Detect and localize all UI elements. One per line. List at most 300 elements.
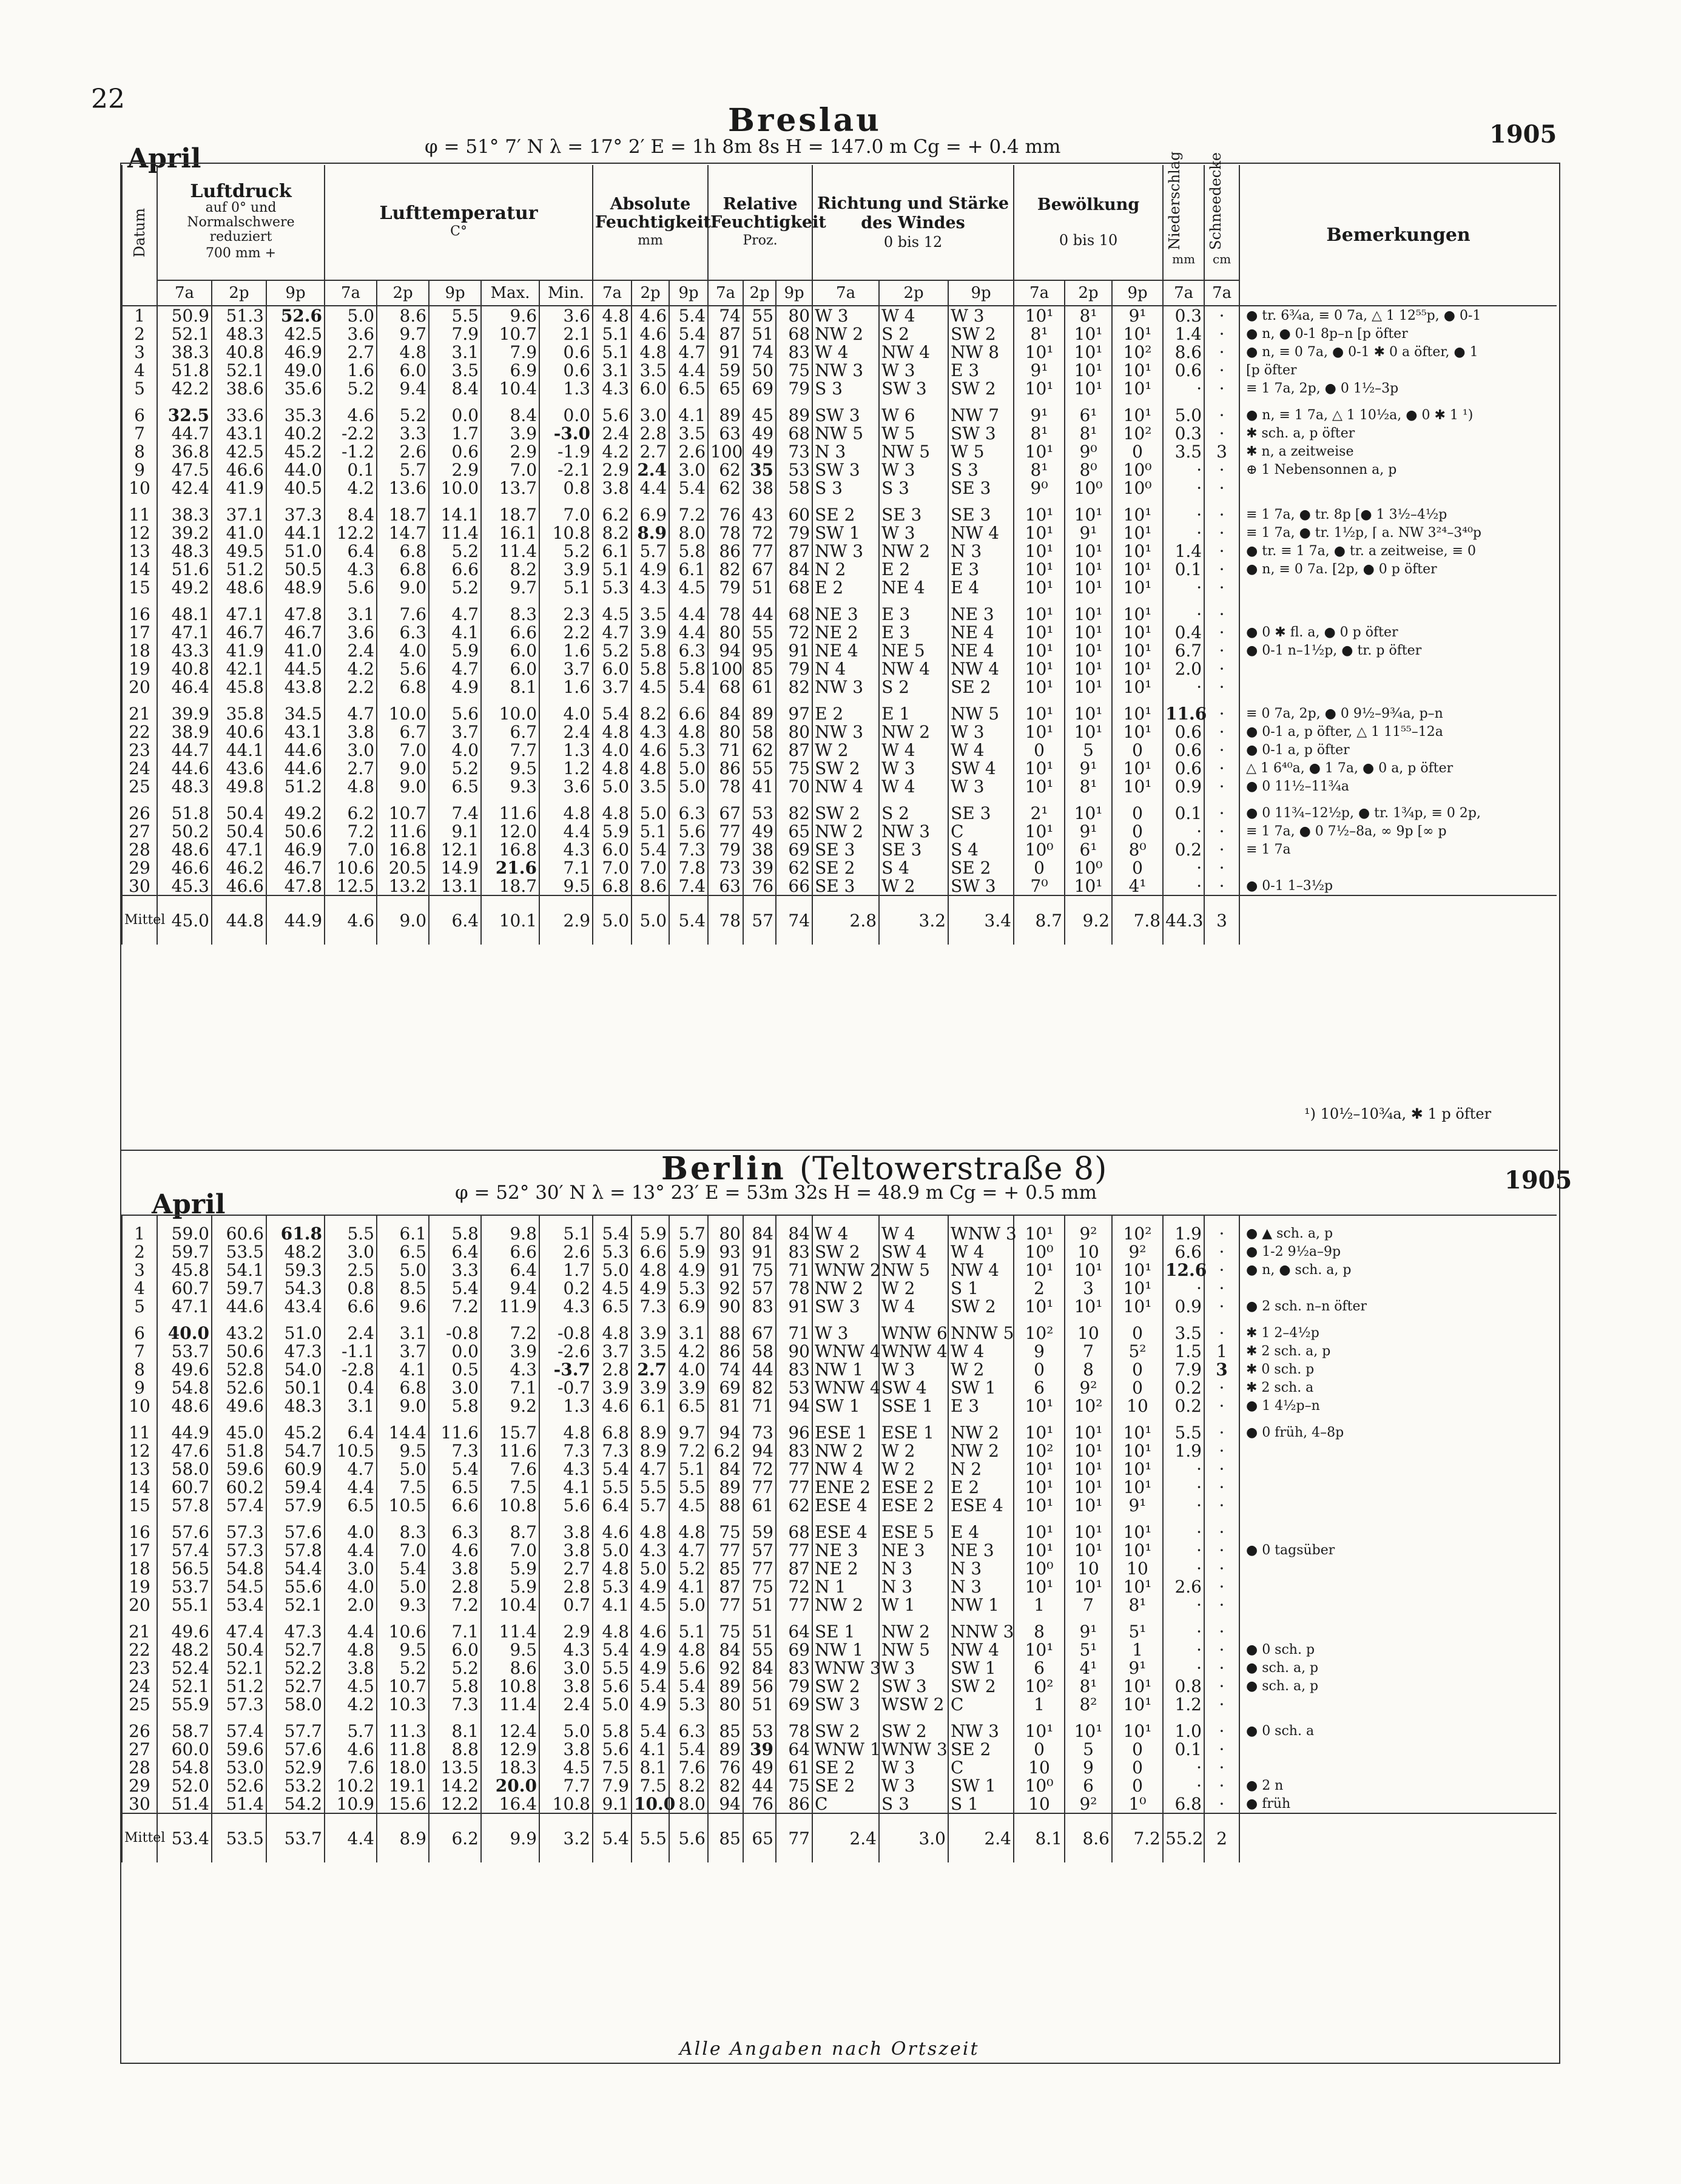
day-cell: 5 bbox=[122, 1297, 157, 1315]
abs-humidity-cell: 5.0 bbox=[669, 759, 708, 777]
cloud-cell: 9² bbox=[1065, 1795, 1112, 1813]
wind-cell: E 3 bbox=[879, 596, 948, 623]
snow-cell: · bbox=[1204, 1776, 1239, 1795]
snow-cell: · bbox=[1204, 424, 1239, 442]
pressure-cell: 54.2 bbox=[266, 1795, 325, 1813]
pressure-cell: 57.4 bbox=[157, 1541, 212, 1559]
rel-humidity-cell: 87 bbox=[776, 542, 812, 560]
cloud-cell: 10¹ bbox=[1112, 361, 1163, 379]
day-cell: 5 bbox=[122, 379, 157, 397]
pressure-cell: 51.2 bbox=[212, 1677, 266, 1695]
cloud-cell: 0 bbox=[1112, 858, 1163, 877]
rel-humidity-cell: 73 bbox=[776, 442, 812, 460]
abs-humidity-cell: 5.5 bbox=[669, 1478, 708, 1496]
abs-humidity-cell: 4.5 bbox=[593, 596, 632, 623]
abs-humidity-cell: 4.6 bbox=[632, 306, 669, 325]
abs-humidity-cell: 4.8 bbox=[593, 759, 632, 777]
cloud-cell: 2¹ bbox=[1014, 795, 1065, 822]
cloud-cell: 5 bbox=[1065, 741, 1112, 759]
cloud-cell: 10¹ bbox=[1014, 596, 1065, 623]
pressure-cell: 54.8 bbox=[157, 1378, 212, 1397]
table-row bbox=[122, 1415, 1557, 1441]
cloud-cell: 10¹ bbox=[1112, 1478, 1163, 1496]
abs-humidity-cell: 5.2 bbox=[593, 641, 632, 659]
wind-cell: S 1 bbox=[948, 1279, 1014, 1297]
remark-cell: ● früh bbox=[1239, 1795, 1557, 1813]
remark-cell bbox=[1239, 1441, 1557, 1460]
abs-humidity-cell: 5.4 bbox=[593, 1460, 632, 1478]
rel-humidity-cell: 58 bbox=[743, 1342, 776, 1360]
rel-humidity-cell: 81 bbox=[708, 1397, 743, 1415]
mean-cloud-cell: 7.8 bbox=[1112, 895, 1163, 945]
temp-7a-cell: 5.7 bbox=[325, 1713, 377, 1740]
temp-min-cell: 2.1 bbox=[539, 325, 593, 343]
rel-humidity-cell: 77 bbox=[708, 1596, 743, 1614]
cloud-cell: 9¹ bbox=[1112, 306, 1163, 325]
wind-cell: E 4 bbox=[948, 578, 1014, 596]
rel-humidity-cell: 96 bbox=[776, 1415, 812, 1441]
temp-9p-cell: 7.1 bbox=[429, 1614, 481, 1640]
abs-humidity-cell: 3.9 bbox=[669, 1378, 708, 1397]
snow-cell: · bbox=[1204, 1577, 1239, 1596]
pressure-cell: 54.8 bbox=[157, 1758, 212, 1776]
remark-cell: ● 1-2 9½a–9p bbox=[1239, 1242, 1557, 1261]
temp-9p-cell: 12.1 bbox=[429, 840, 481, 858]
mean-pressure-cell: 53.7 bbox=[266, 1813, 325, 1862]
abs-humidity-cell: 6.0 bbox=[593, 659, 632, 678]
precip-cell: 8.6 bbox=[1163, 343, 1204, 361]
wind-cell: S 3 bbox=[812, 479, 879, 497]
temp-min-cell: 2.6 bbox=[539, 1242, 593, 1261]
pressure-cell: 50.1 bbox=[266, 1378, 325, 1397]
pressure-cell: 57.6 bbox=[266, 1740, 325, 1758]
temp-max-cell: 9.6 bbox=[481, 306, 539, 325]
wind-cell: W 3 bbox=[879, 460, 948, 479]
cloud-cell: 9⁰ bbox=[1065, 442, 1112, 460]
temp-max-cell: 9.4 bbox=[481, 1279, 539, 1297]
pressure-cell: 46.4 bbox=[157, 678, 212, 696]
wind-cell: NW 4 bbox=[879, 343, 948, 361]
day-cell: 29 bbox=[122, 858, 157, 877]
temp-min-cell: 1.2 bbox=[539, 759, 593, 777]
temp-9p-cell: 3.3 bbox=[429, 1261, 481, 1279]
wind-cell: NW 8 bbox=[948, 343, 1014, 361]
rel-humidity-cell: 69 bbox=[743, 379, 776, 397]
remark-cell bbox=[1239, 1559, 1557, 1577]
rel-humidity-cell: 80 bbox=[708, 1695, 743, 1713]
wind-cell: E 2 bbox=[812, 696, 879, 723]
cloud-cell: 10 bbox=[1065, 1242, 1112, 1261]
temp-7a-cell: -2.8 bbox=[325, 1360, 377, 1378]
pressure-cell: 55.9 bbox=[157, 1695, 212, 1713]
rel-humidity-cell: 79 bbox=[708, 840, 743, 858]
mean-temp-cell: 9.0 bbox=[377, 895, 429, 945]
snow-cell: · bbox=[1204, 822, 1239, 840]
abs-humidity-cell: 4.9 bbox=[632, 1695, 669, 1713]
precip-cell: · bbox=[1163, 1559, 1204, 1577]
rel-humidity-cell: 85 bbox=[743, 659, 776, 678]
precip-cell: · bbox=[1163, 1640, 1204, 1659]
temp-min-cell: 0.8 bbox=[539, 479, 593, 497]
temp-9p-cell: 6.6 bbox=[429, 1496, 481, 1514]
pressure-cell: 52.0 bbox=[157, 1776, 212, 1795]
temp-min-cell: 4.3 bbox=[539, 1460, 593, 1478]
rel-humidity-cell: 77 bbox=[708, 1541, 743, 1559]
rel-humidity-cell: 69 bbox=[776, 1695, 812, 1713]
temp-7a-cell: 5.6 bbox=[325, 578, 377, 596]
table-row bbox=[122, 1740, 1557, 1758]
temp-2p-cell: 9.0 bbox=[377, 777, 429, 795]
wind-cell: NW 5 bbox=[879, 1261, 948, 1279]
temp-7a-cell: 6.4 bbox=[325, 1415, 377, 1441]
rel-humidity-cell: 57 bbox=[743, 1541, 776, 1559]
snow-cell: · bbox=[1204, 678, 1239, 696]
wind-cell: NE 3 bbox=[948, 596, 1014, 623]
mean-temp-cell: 6.4 bbox=[429, 895, 481, 945]
rel-humidity-cell: 83 bbox=[776, 1242, 812, 1261]
pressure-cell: 35.8 bbox=[212, 696, 266, 723]
temp-7a-cell: 10.2 bbox=[325, 1776, 377, 1795]
temp-7a-cell: 7.2 bbox=[325, 822, 377, 840]
table-body-breslau bbox=[122, 306, 1557, 945]
cloud-cell: 10² bbox=[1014, 1441, 1065, 1460]
temp-max-cell: 8.6 bbox=[481, 1659, 539, 1677]
abs-humidity-cell: 8.2 bbox=[632, 696, 669, 723]
abs-humidity-cell: 4.0 bbox=[669, 1360, 708, 1378]
temp-9p-cell: 4.1 bbox=[429, 623, 481, 641]
table-row bbox=[122, 379, 1557, 397]
rel-humidity-cell: 41 bbox=[743, 777, 776, 795]
temp-9p-cell: 0.5 bbox=[429, 1360, 481, 1378]
cloud-cell: 5¹ bbox=[1065, 1640, 1112, 1659]
pressure-cell: 51.4 bbox=[157, 1795, 212, 1813]
temp-max-cell: 7.2 bbox=[481, 1315, 539, 1342]
temp-min-cell: 2.9 bbox=[539, 1614, 593, 1640]
abs-humidity-cell: 4.1 bbox=[593, 1596, 632, 1614]
mean-rel-humidity-cell: 57 bbox=[743, 895, 776, 945]
temp-7a-cell: 4.4 bbox=[325, 1614, 377, 1640]
wind-cell: N 3 bbox=[879, 1559, 948, 1577]
rel-humidity-cell: 86 bbox=[708, 542, 743, 560]
pressure-cell: 51.8 bbox=[157, 361, 212, 379]
rel-humidity-cell: 62 bbox=[776, 858, 812, 877]
temp-max-cell: 7.6 bbox=[481, 1460, 539, 1478]
cloud-cell: 8² bbox=[1065, 1695, 1112, 1713]
abs-humidity-cell: 5.2 bbox=[669, 1559, 708, 1577]
abs-humidity-cell: 7.3 bbox=[669, 840, 708, 858]
wind-cell: W 2 bbox=[812, 741, 879, 759]
wind-cell: W 3 bbox=[879, 1360, 948, 1378]
abs-humidity-cell: 2.9 bbox=[593, 460, 632, 479]
cloud-cell: 10¹ bbox=[1014, 696, 1065, 723]
temp-7a-cell: 0.1 bbox=[325, 460, 377, 479]
pressure-cell: 60.2 bbox=[212, 1478, 266, 1496]
abs-humidity-cell: 5.7 bbox=[632, 1496, 669, 1514]
temp-7a-cell: 2.4 bbox=[325, 1315, 377, 1342]
mean-snow-cell: 2 bbox=[1204, 1813, 1239, 1862]
mean-row bbox=[122, 895, 1557, 945]
temp-2p-cell: 10.7 bbox=[377, 1677, 429, 1695]
temp-2p-cell: 10.7 bbox=[377, 795, 429, 822]
cloud-cell: 10¹ bbox=[1065, 1478, 1112, 1496]
wind-cell: SE 3 bbox=[879, 497, 948, 524]
rel-humidity-cell: 89 bbox=[743, 696, 776, 723]
precip-cell: 2.0 bbox=[1163, 659, 1204, 678]
cloud-cell: 10¹ bbox=[1065, 1514, 1112, 1541]
remark-cell bbox=[1239, 1614, 1557, 1640]
pressure-cell: 51.0 bbox=[266, 542, 325, 560]
temp-2p-cell: 6.8 bbox=[377, 542, 429, 560]
snow-cell: · bbox=[1204, 397, 1239, 424]
cloud-cell: 10 bbox=[1065, 1315, 1112, 1342]
wind-cell: S 4 bbox=[948, 840, 1014, 858]
pressure-cell: 51.8 bbox=[157, 795, 212, 822]
pressure-cell: 58.0 bbox=[157, 1460, 212, 1478]
abs-humidity-cell: 5.5 bbox=[593, 1478, 632, 1496]
day-cell: 17 bbox=[122, 623, 157, 641]
abs-humidity-cell: 2.6 bbox=[669, 442, 708, 460]
cloud-cell: 10¹ bbox=[1014, 1541, 1065, 1559]
day-cell: 24 bbox=[122, 1677, 157, 1695]
rel-humidity-cell: 87 bbox=[708, 325, 743, 343]
temp-2p-cell: 5.7 bbox=[377, 460, 429, 479]
precip-cell: 7.9 bbox=[1163, 1360, 1204, 1378]
wind-cell: SE 3 bbox=[879, 840, 948, 858]
rel-humidity-cell: 76 bbox=[743, 877, 776, 895]
temp-9p-cell: 5.9 bbox=[429, 641, 481, 659]
snow-cell: · bbox=[1204, 1378, 1239, 1397]
temp-2p-cell: 4.0 bbox=[377, 641, 429, 659]
temp-min-cell: 0.2 bbox=[539, 1279, 593, 1297]
temp-max-cell: 11.9 bbox=[481, 1297, 539, 1315]
mean-wind-cell: 2.4 bbox=[812, 1813, 879, 1862]
day-cell: 8 bbox=[122, 1360, 157, 1378]
table-row bbox=[122, 479, 1557, 497]
precip-cell: 1.5 bbox=[1163, 1342, 1204, 1360]
abs-humidity-cell: 3.8 bbox=[593, 479, 632, 497]
abs-humidity-cell: 5.4 bbox=[669, 1740, 708, 1758]
remark-cell bbox=[1239, 659, 1557, 678]
rel-humidity-cell: 83 bbox=[776, 343, 812, 361]
wind-cell: W 4 bbox=[879, 1297, 948, 1315]
rel-humidity-cell: 71 bbox=[743, 1397, 776, 1415]
cloud-cell: 0 bbox=[1112, 795, 1163, 822]
pressure-cell: 52.8 bbox=[212, 1360, 266, 1378]
temp-min-cell: 3.8 bbox=[539, 1740, 593, 1758]
temp-max-cell: 10.8 bbox=[481, 1677, 539, 1695]
abs-humidity-cell: 5.6 bbox=[669, 822, 708, 840]
cloud-cell: 10¹ bbox=[1065, 623, 1112, 641]
pressure-cell: 58.0 bbox=[266, 1695, 325, 1713]
wind-cell: NW 3 bbox=[812, 678, 879, 696]
cloud-cell: 10¹ bbox=[1014, 1261, 1065, 1279]
temp-2p-cell: 19.1 bbox=[377, 1776, 429, 1795]
temp-9p-cell: 11.6 bbox=[429, 1415, 481, 1441]
temp-2p-cell: 6.8 bbox=[377, 560, 429, 578]
wind-cell: NW 5 bbox=[879, 1640, 948, 1659]
wind-cell: W 6 bbox=[879, 397, 948, 424]
abs-humidity-cell: 5.4 bbox=[632, 840, 669, 858]
abs-humidity-cell: 7.2 bbox=[669, 1441, 708, 1460]
remark-cell: ● n, ≡ 0 7a, ● 0-1 ✱ 0 a öfter, ● 1 bbox=[1239, 343, 1557, 361]
rel-humidity-cell: 83 bbox=[743, 1297, 776, 1315]
pressure-cell: 48.3 bbox=[266, 1397, 325, 1415]
snow-cell: · bbox=[1204, 741, 1239, 759]
rel-humidity-cell: 44 bbox=[743, 1776, 776, 1795]
temp-9p-cell: 7.9 bbox=[429, 325, 481, 343]
temp-9p-cell: 6.5 bbox=[429, 777, 481, 795]
temp-2p-cell: 10.5 bbox=[377, 1496, 429, 1514]
abs-humidity-cell: 6.0 bbox=[632, 379, 669, 397]
temp-2p-cell: 14.7 bbox=[377, 524, 429, 542]
temp-max-cell: 7.5 bbox=[481, 1478, 539, 1496]
pressure-cell: 44.7 bbox=[157, 424, 212, 442]
wind-cell: S 3 bbox=[879, 479, 948, 497]
table-row bbox=[122, 1315, 1557, 1342]
pressure-cell: 53.7 bbox=[157, 1342, 212, 1360]
temp-2p-cell: 3.1 bbox=[377, 1315, 429, 1342]
abs-humidity-cell: 4.9 bbox=[632, 1577, 669, 1596]
remark-cell: ✱ n, a zeitweise bbox=[1239, 442, 1557, 460]
cloud-cell: 9² bbox=[1065, 1378, 1112, 1397]
temp-2p-cell: 3.7 bbox=[377, 1342, 429, 1360]
rel-humidity-cell: 61 bbox=[743, 678, 776, 696]
abs-humidity-cell: 3.0 bbox=[632, 397, 669, 424]
abs-humidity-cell: 8.1 bbox=[632, 1758, 669, 1776]
day-cell: 11 bbox=[122, 1415, 157, 1441]
temp-7a-cell: 10.9 bbox=[325, 1795, 377, 1813]
temp-2p-cell: 6.7 bbox=[377, 723, 429, 741]
cloud-cell: 10¹ bbox=[1112, 659, 1163, 678]
abs-humidity-cell: 5.0 bbox=[632, 1559, 669, 1577]
day-cell: 18 bbox=[122, 1559, 157, 1577]
cloud-cell: 10⁰ bbox=[1014, 840, 1065, 858]
temp-9p-cell: 14.9 bbox=[429, 858, 481, 877]
cloud-cell: 10¹ bbox=[1014, 1297, 1065, 1315]
rel-humidity-cell: 91 bbox=[743, 1242, 776, 1261]
day-cell: 3 bbox=[122, 1261, 157, 1279]
pressure-cell: 45.8 bbox=[157, 1261, 212, 1279]
temp-max-cell: 9.8 bbox=[481, 1215, 539, 1242]
wind-cell: W 3 bbox=[879, 524, 948, 542]
abs-humidity-cell: 7.3 bbox=[632, 1297, 669, 1315]
wind-cell: N 3 bbox=[948, 542, 1014, 560]
temp-max-cell: 16.1 bbox=[481, 524, 539, 542]
cloud-cell: 0 bbox=[1014, 1740, 1065, 1758]
rel-humidity-cell: 67 bbox=[743, 560, 776, 578]
remark-cell: ● 0-1 a, p öfter, △ 1 11⁵⁵–12a bbox=[1239, 723, 1557, 741]
table-row bbox=[122, 1541, 1557, 1559]
cloud-cell: 10¹ bbox=[1065, 1577, 1112, 1596]
day-cell: 17 bbox=[122, 1541, 157, 1559]
wind-cell: SW 3 bbox=[879, 379, 948, 397]
rel-humidity-cell: 92 bbox=[708, 1659, 743, 1677]
temp-min-cell: 7.7 bbox=[539, 1776, 593, 1795]
pressure-cell: 54.4 bbox=[266, 1559, 325, 1577]
wind-cell: SW 4 bbox=[879, 1378, 948, 1397]
cloud-cell: 10¹ bbox=[1112, 542, 1163, 560]
rel-humidity-cell: 67 bbox=[708, 795, 743, 822]
cloud-cell: 10¹ bbox=[1014, 578, 1065, 596]
temp-2p-cell: 5.2 bbox=[377, 397, 429, 424]
day-cell: 19 bbox=[122, 1577, 157, 1596]
abs-humidity-cell: 3.5 bbox=[669, 424, 708, 442]
temp-9p-cell: 13.5 bbox=[429, 1758, 481, 1776]
temp-min-cell: 1.3 bbox=[539, 379, 593, 397]
temp-7a-cell: 7.6 bbox=[325, 1758, 377, 1776]
pressure-cell: 37.1 bbox=[212, 497, 266, 524]
precip-cell: 1.9 bbox=[1163, 1441, 1204, 1460]
day-cell: 19 bbox=[122, 659, 157, 678]
temp-max-cell: 18.7 bbox=[481, 877, 539, 895]
rel-humidity-cell: 89 bbox=[708, 1740, 743, 1758]
snow-cell: · bbox=[1204, 1596, 1239, 1614]
wind-cell: SW 3 bbox=[948, 877, 1014, 895]
abs-humidity-cell: 3.9 bbox=[632, 623, 669, 641]
cloud-cell: 10¹ bbox=[1112, 1713, 1163, 1740]
cloud-cell: 10¹ bbox=[1065, 343, 1112, 361]
pressure-cell: 40.8 bbox=[212, 343, 266, 361]
pressure-cell: 38.6 bbox=[212, 379, 266, 397]
wind-cell: ESE 4 bbox=[948, 1496, 1014, 1514]
temp-7a-cell: 2.4 bbox=[325, 641, 377, 659]
temp-min-cell: 5.1 bbox=[539, 578, 593, 596]
temp-min-cell: 4.3 bbox=[539, 1297, 593, 1315]
rel-humidity-cell: 74 bbox=[708, 1360, 743, 1378]
temp-7a-cell: -1.1 bbox=[325, 1342, 377, 1360]
wind-cell: NW 3 bbox=[812, 542, 879, 560]
abs-humidity-cell: 5.3 bbox=[593, 1242, 632, 1261]
temp-9p-cell: 9.1 bbox=[429, 822, 481, 840]
remark-cell: ⊕ 1 Nebensonnen a, p bbox=[1239, 460, 1557, 479]
temp-7a-cell: 2.2 bbox=[325, 678, 377, 696]
subheader-breslau: 7a 2p 9p 7a 2p 9p Max. Min. 7a 2p 9p 7a 2p 9p 7a 2p 9p 7a 2p 9p 7a 7a bbox=[122, 280, 1557, 306]
precip-cell: 6.7 bbox=[1163, 641, 1204, 659]
precip-cell: · bbox=[1163, 596, 1204, 623]
cloud-cell: 10¹ bbox=[1112, 678, 1163, 696]
rel-humidity-cell: 92 bbox=[708, 1279, 743, 1297]
temp-2p-cell: 9.5 bbox=[377, 1441, 429, 1460]
table-row bbox=[122, 325, 1557, 343]
day-cell: 4 bbox=[122, 361, 157, 379]
pressure-cell: 54.3 bbox=[266, 1279, 325, 1297]
temp-max-cell: 11.4 bbox=[481, 1614, 539, 1640]
temp-9p-cell: 0.0 bbox=[429, 397, 481, 424]
temp-max-cell: 3.9 bbox=[481, 1342, 539, 1360]
temp-7a-cell: 3.0 bbox=[325, 1242, 377, 1261]
mean-cloud-cell: 8.7 bbox=[1014, 895, 1065, 945]
wind-cell: NNW 5 bbox=[948, 1315, 1014, 1342]
abs-humidity-cell: 4.3 bbox=[632, 723, 669, 741]
temp-max-cell: 7.0 bbox=[481, 1541, 539, 1559]
pressure-cell: 59.7 bbox=[212, 1279, 266, 1297]
abs-humidity-cell: 5.0 bbox=[593, 777, 632, 795]
abs-humidity-cell: 5.4 bbox=[593, 1215, 632, 1242]
snow-cell: · bbox=[1204, 325, 1239, 343]
temp-max-cell: 10.8 bbox=[481, 1496, 539, 1514]
abs-humidity-cell: 4.4 bbox=[632, 479, 669, 497]
temp-min-cell: 4.4 bbox=[539, 822, 593, 840]
pressure-cell: 38.3 bbox=[157, 343, 212, 361]
cloud-cell: 10¹ bbox=[1014, 1415, 1065, 1441]
pressure-cell: 42.2 bbox=[157, 379, 212, 397]
cloud-cell: 10⁰ bbox=[1014, 1242, 1065, 1261]
remark-cell: ● 0-1 a, p öfter bbox=[1239, 741, 1557, 759]
cloud-cell: 9¹ bbox=[1112, 1659, 1163, 1677]
remark-cell: ● 2 sch. n–n öfter bbox=[1239, 1297, 1557, 1315]
wind-cell: NW 2 bbox=[879, 723, 948, 741]
rel-humidity-cell: 87 bbox=[776, 1559, 812, 1577]
